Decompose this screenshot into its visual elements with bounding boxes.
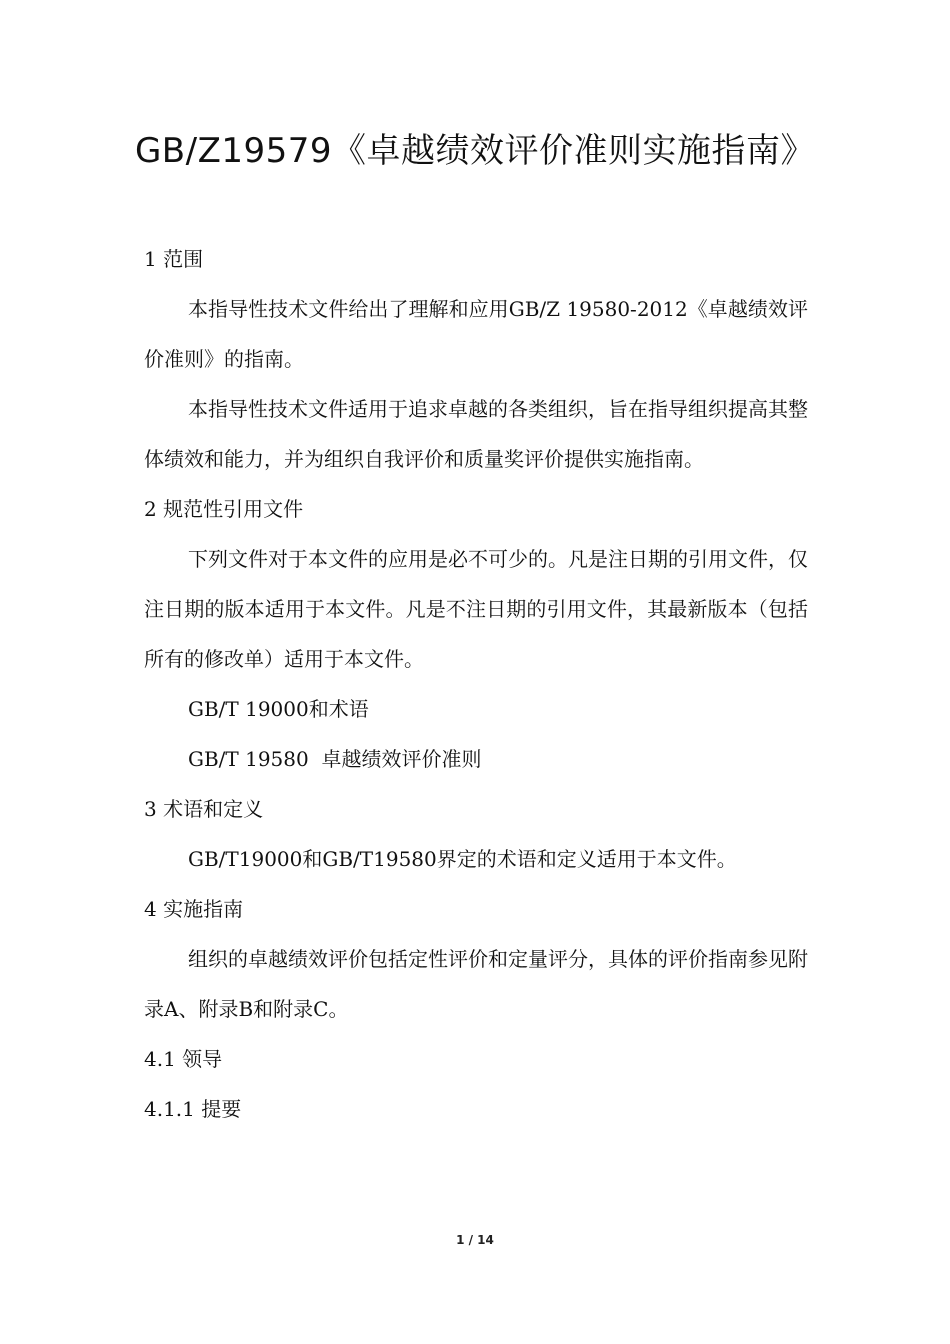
section-heading-normative-references: 2 规范性引用文件 [144, 497, 304, 521]
paragraph-normative-references: 下列文件对于本文件的应用是必不可少的。凡是注日期的引用文件，仅注日期的版本适用于本文件。凡是不注日期的引用文件，其最新版本（包括所有的修改单）适用于本文件。 [144, 547, 808, 671]
paragraph-scope-purpose: 本指导性技术文件给出了理解和应用GB/Z 19580-2012《卓越绩效评价准则》的指南。 [144, 297, 808, 371]
paragraph-terms-definitions: GB/T19000和GB/T19580界定的术语和定义适用于本文件。 [188, 847, 737, 871]
page-number: 1 / 14 [456, 1233, 494, 1247]
reference-gbt-19000: GB/T 19000和术语 [188, 697, 369, 721]
reference-gbt-19580: GB/T 19580 卓越绩效评价准则 [188, 747, 482, 771]
document-title: GB/Z19579《卓越绩效评价准则实施指南》 [134, 131, 816, 171]
paragraph-implementation-guide: 组织的卓越绩效评价包括定性评价和定量评分，具体的评价指南参见附录A、附录B和附录C。 [144, 947, 808, 1021]
section-heading-implementation-guide: 4 实施指南 [144, 897, 244, 921]
section-heading-scope: 1 范围 [144, 247, 204, 271]
section-heading-terms-definitions: 3 术语和定义 [144, 797, 264, 821]
paragraph-scope-applicability: 本指导性技术文件适用于追求卓越的各类组织，旨在指导组织提高其整体绩效和能力，并为组织自我评价和质量奖评价提供实施指南。 [144, 397, 808, 471]
section-heading-leadership: 4.1 领导 [144, 1047, 223, 1071]
document-body [144, 234, 808, 1134]
section-heading-summary: 4.1.1 提要 [144, 1097, 242, 1121]
